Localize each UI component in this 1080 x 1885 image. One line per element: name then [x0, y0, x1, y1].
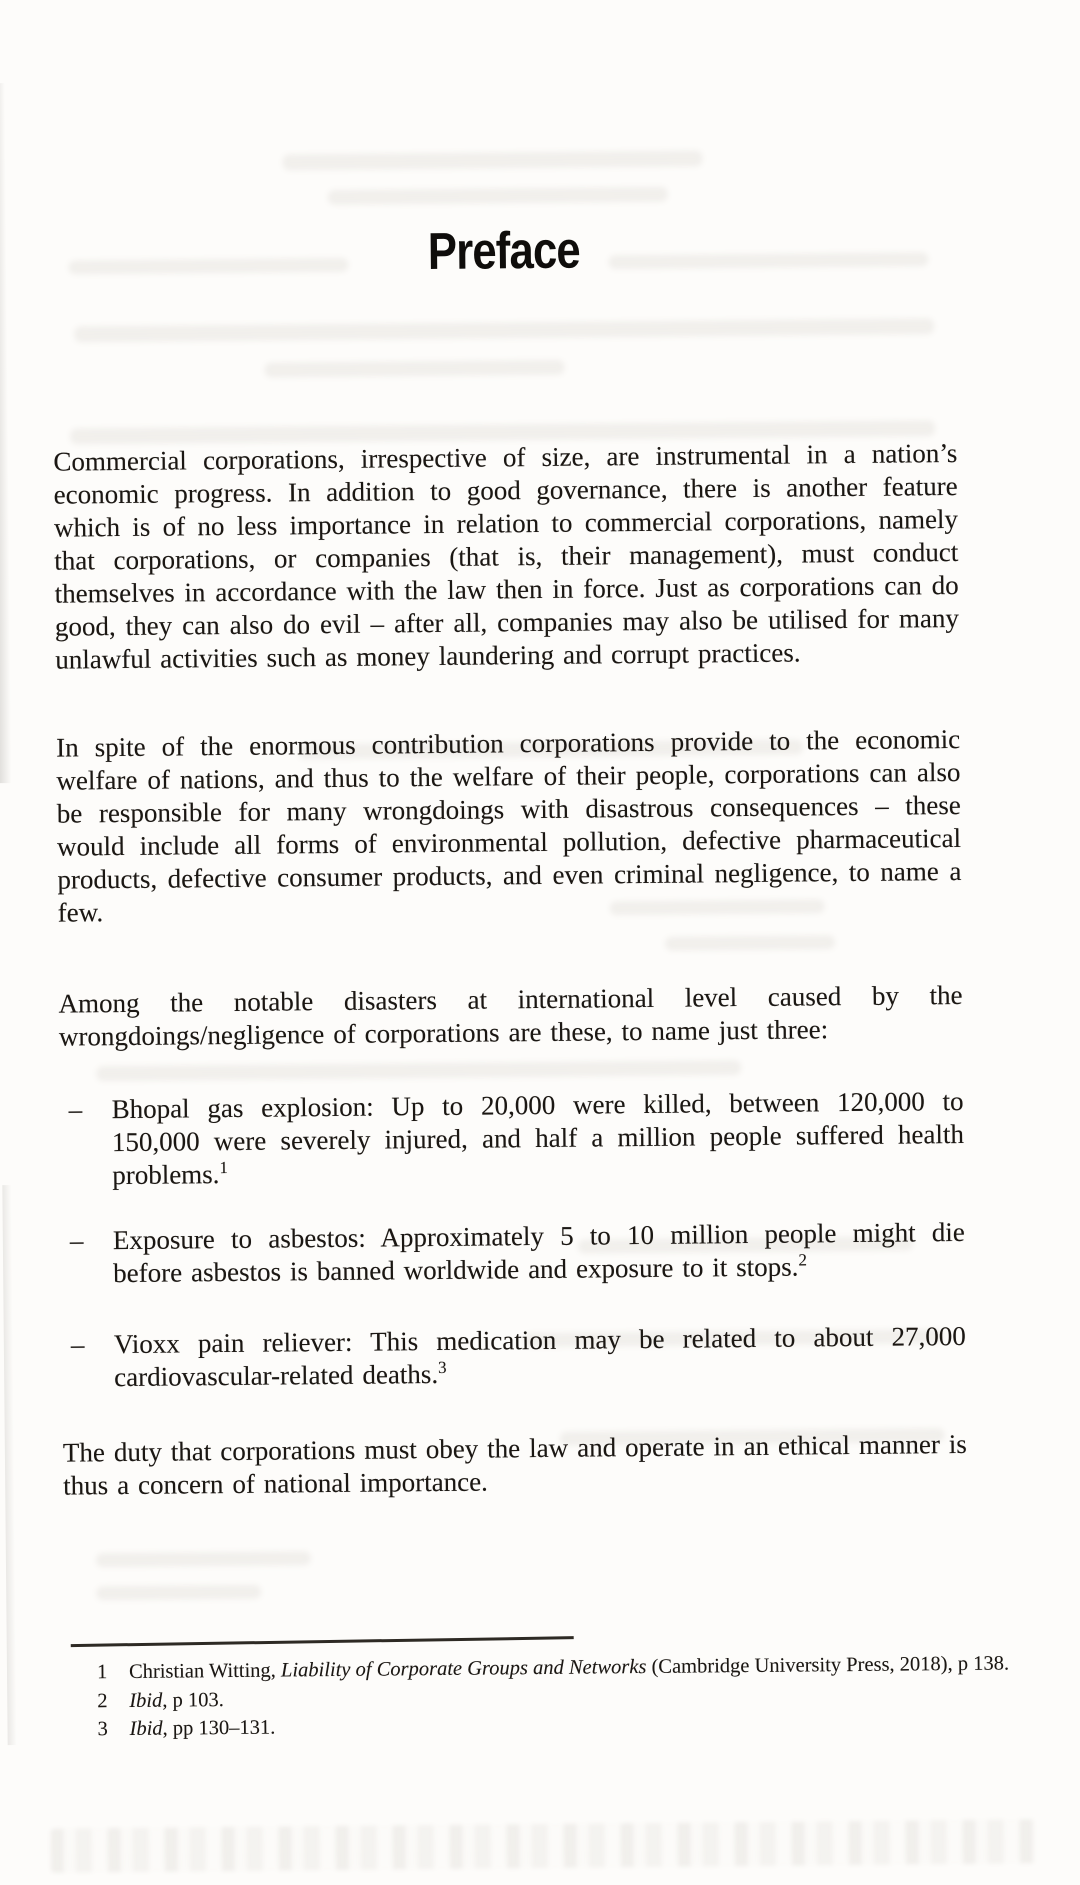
page-gutter-shadow: [0, 83, 11, 783]
list-item-text: [114, 1320, 967, 1394]
list-item-text: [111, 1085, 964, 1192]
footnote-text-plain: , p 103.: [162, 1689, 224, 1712]
list-item-bhopal: [59, 1085, 964, 1193]
list-item-vioxx: [62, 1320, 967, 1395]
list-item-asbestos: [61, 1216, 966, 1291]
footnote-number: 3: [97, 1715, 129, 1744]
list-item-body: Vioxx pain reliever: This medication may be related to about 27,000 cardiovascular-related deaths.: [114, 1321, 966, 1392]
footnote-text: [129, 1689, 224, 1712]
footnote-rule: [71, 1636, 574, 1646]
footnote-text-italic: Ibid: [129, 1689, 162, 1711]
paragraph-contribution: In spite of the enormous contribution corporations provide to the economic welfare of nations, and thus to the welfare of their people, corporations can also be responsible for many wrongdoings with disastrous consequences – these would include all forms of environmental pollution, defective pharmaceutical products, defective consumer products, and even criminal negligence, to name a few.: [56, 723, 962, 930]
text-block: [53, 437, 967, 1503]
footnote-text-italic: Liability of Corporate Groups and Networks: [281, 1656, 647, 1682]
footnote-text-plain: (Cambridge University Press, 2018), p 138.: [646, 1653, 1009, 1678]
dash-marker: –: [59, 1093, 112, 1192]
footnote-text-plain: , pp 130–131.: [162, 1717, 275, 1740]
list-item-body: Bhopal gas explosion: Up to 20,000 were killed, between 120,000 to 150,000 were severely injured, and half a million people suffered health problems.: [111, 1086, 964, 1190]
page-content: [49, 0, 971, 1885]
dash-marker: –: [61, 1224, 114, 1290]
page-title-text: Preface: [427, 224, 579, 279]
footnote-text: [129, 1717, 275, 1740]
footnote-reference: 1: [219, 1158, 228, 1177]
footnote-text: [129, 1653, 1009, 1683]
list-item-text: [113, 1216, 966, 1290]
footnote-text-plain: Christian Witting,: [129, 1660, 281, 1683]
footnote-reference: 3: [438, 1358, 447, 1377]
footnote-reference: 2: [798, 1250, 807, 1269]
footnote-number: 2: [97, 1686, 129, 1715]
paragraph-closing: The duty that corporations must obey the law and operate in an ethical manner is thus a concern of national importance.: [63, 1428, 968, 1503]
paragraph-disasters-intro: Among the notable disasters at international level caused by the wrongdoings/negligence of corporations are these, to name just three:: [58, 979, 963, 1054]
list-item-body: Exposure to asbestos: Approximately 5 to 10 million people might die before asbestos is banned worldwide and exposure to it stops.: [113, 1217, 965, 1288]
dash-marker: –: [62, 1328, 115, 1394]
footnotes-section: [65, 1649, 1031, 1744]
footnote-number: 1: [97, 1658, 129, 1687]
page-gutter-shadow: [2, 1185, 16, 1745]
footnote-text-italic: Ibid: [129, 1718, 162, 1740]
page-title: [51, 220, 955, 283]
paragraph-intro: Commercial corporations, irrespective of size, are instrumental in a nation’s economic progress. In addition to good governance, there is another feature which is of no less importance in relation to commercial corporations, namely that corporations, or companies (that is, their management), must conduct themselves in accordance with the law then in force. Just as corporations can do good, they can also do evil – after all, companies may also be utilised for many unlawful activities such as money laundering and corrupt practices.: [53, 437, 959, 677]
